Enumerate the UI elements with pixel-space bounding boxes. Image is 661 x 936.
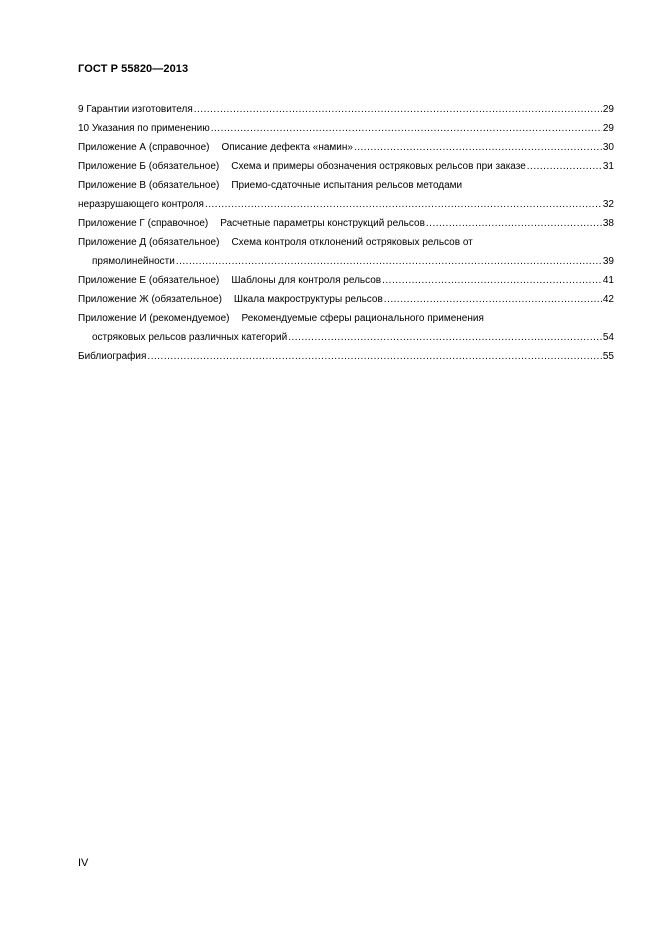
appendix-title: Шаблоны для контроля рельсов <box>231 275 382 286</box>
toc-page-number: 54 <box>602 332 614 343</box>
toc-entry-appendix-a <box>78 138 614 157</box>
toc-leader-dots <box>205 195 602 214</box>
appendix-prefix: Приложение А (справочное) <box>78 142 210 153</box>
toc-entry-label: Библиография <box>78 351 147 362</box>
toc-entry-label <box>78 271 381 290</box>
toc-entry-label <box>78 290 383 309</box>
appendix-title: Описание дефекта «намин» <box>221 142 353 153</box>
toc-page-number: 39 <box>602 256 614 267</box>
toc-entry-appendix-d <box>78 233 614 252</box>
appendix-title-continued: прямолинейности <box>92 256 175 267</box>
toc-entry-appendix-v <box>78 176 614 195</box>
toc-entry-label: 9 Гарантии изготовителя <box>78 104 193 115</box>
appendix-title: Рекомендуемые сферы рационального применения <box>241 313 484 324</box>
table-of-contents <box>78 100 614 366</box>
toc-leader-dots <box>426 214 602 233</box>
appendix-prefix: Приложение В (обязательное) <box>78 180 220 191</box>
appendix-prefix: Приложение Д (обязательное) <box>78 237 220 248</box>
toc-page-number: 31 <box>602 161 614 172</box>
toc-entry-appendix-i <box>78 309 614 328</box>
toc-page-number: 41 <box>602 275 614 286</box>
toc-entry-label <box>78 309 484 328</box>
toc-entry-appendix-b <box>78 157 614 176</box>
toc-page-number: 30 <box>602 142 614 153</box>
appendix-title: Схема контроля отклонений остряковых рельсов от <box>231 237 473 248</box>
toc-entry-appendix-g <box>78 214 614 233</box>
appendix-prefix: Приложение Г (справочное) <box>78 218 209 229</box>
appendix-prefix: Приложение Е (обязательное) <box>78 275 220 286</box>
appendix-prefix: Приложение Б (обязательное) <box>78 161 220 172</box>
toc-entry-label <box>78 138 353 157</box>
toc-entry-section-9 <box>78 100 614 119</box>
toc-entry-label <box>78 157 526 176</box>
toc-leader-dots <box>384 290 602 309</box>
toc-leader-dots <box>382 271 602 290</box>
toc-page-number: 42 <box>602 294 614 305</box>
toc-page-number: 55 <box>602 351 614 362</box>
toc-entry-appendix-v-continued <box>78 195 614 214</box>
appendix-prefix: Приложение И (рекомендуемое) <box>78 313 230 324</box>
toc-entry-bibliography <box>78 347 614 366</box>
toc-leader-dots <box>211 119 602 138</box>
appendix-title-continued: остряковых рельсов различных категорий <box>92 332 288 343</box>
toc-entry-appendix-d-continued <box>78 252 614 271</box>
toc-leader-dots <box>176 252 602 271</box>
toc-leader-dots <box>194 100 602 119</box>
toc-leader-dots <box>288 328 602 347</box>
appendix-title: Шкала макроструктуры рельсов <box>233 294 383 305</box>
toc-page-number: 38 <box>602 218 614 229</box>
toc-entry-appendix-zh <box>78 290 614 309</box>
page-number-footer: IV <box>78 857 89 869</box>
appendix-title: Расчетные параметры конструкций рельсов <box>220 218 425 229</box>
document-header: ГОСТ Р 55820—2013 <box>78 63 189 75</box>
toc-entry-appendix-e <box>78 271 614 290</box>
toc-page-number: 29 <box>602 123 614 134</box>
appendix-prefix: Приложение Ж (обязательное) <box>78 294 222 305</box>
toc-entry-label: 10 Указания по применению <box>78 123 210 134</box>
toc-entry-section-10 <box>78 119 614 138</box>
toc-leader-dots <box>354 138 602 157</box>
toc-leader-dots <box>527 157 602 176</box>
toc-entry-label <box>78 233 473 252</box>
toc-page-number: 32 <box>602 199 614 210</box>
appendix-title: Приемо-сдаточные испытания рельсов методами <box>231 180 463 191</box>
toc-leader-dots <box>147 347 601 366</box>
toc-entry-label <box>78 214 425 233</box>
toc-entry-appendix-i-continued <box>78 328 614 347</box>
appendix-title-continued: неразрушающего контроля <box>78 199 204 210</box>
toc-entry-label <box>78 176 462 195</box>
toc-page-number: 29 <box>602 104 614 115</box>
appendix-title: Схема и примеры обозначения остряковых рельсов при заказе <box>231 161 526 172</box>
